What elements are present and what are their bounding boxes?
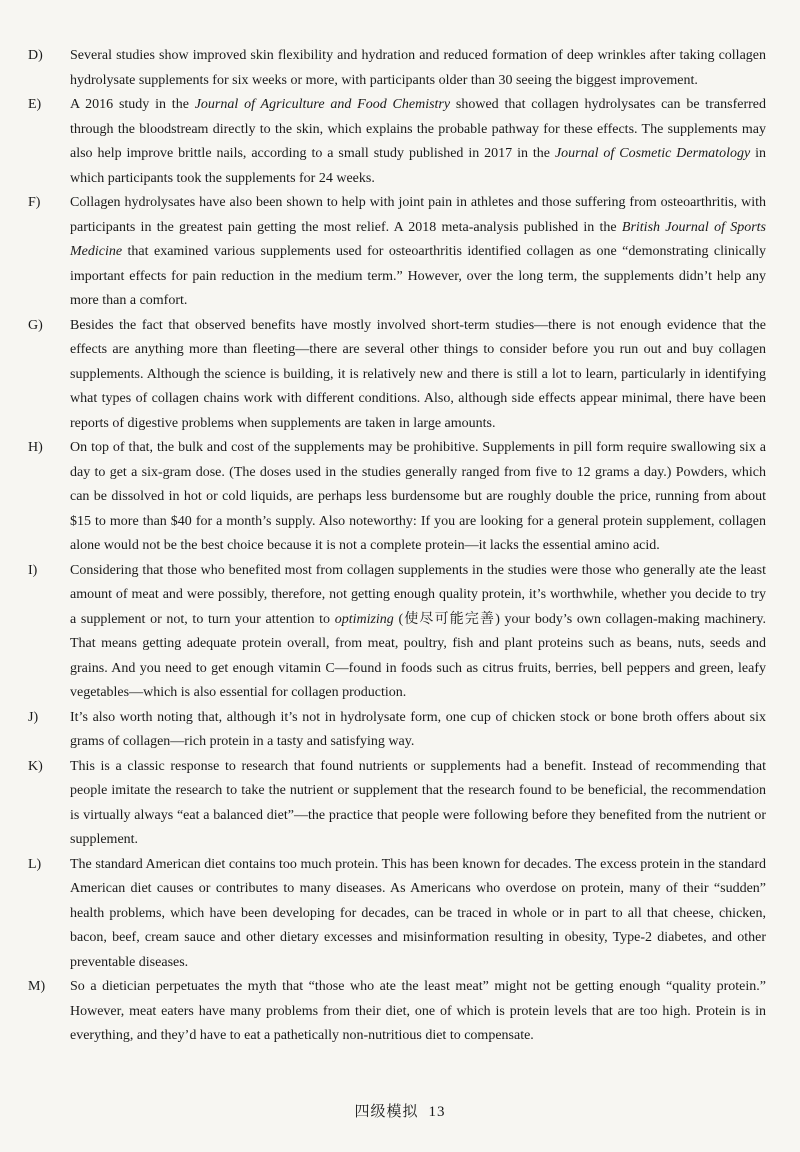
paragraph-label: J): [28, 709, 39, 725]
italic-title: British Journal of Sports Medicine: [70, 219, 766, 259]
footer-title: 四级模拟: [354, 1104, 419, 1120]
paragraph-label: H): [28, 440, 43, 455]
paragraph-label: M): [28, 979, 46, 994]
paragraph-text: [70, 853, 766, 976]
paragraph: [28, 755, 766, 853]
italic-title: Journal of Agriculture and Food Chemistry: [194, 97, 451, 112]
paragraph-label: D): [28, 48, 43, 63]
paragraph-text: [70, 559, 766, 706]
paragraph-label: L): [28, 856, 42, 872]
paragraph: [28, 559, 766, 706]
text-segment: Besides the fact that observed benefits have mostly involved short-term studies—there is not enough evidence that the effects are anything more than fleeting—there are several other things to consider before you run out and buy collagen supplements. Although the science is building, it is relatively new and there is still a lot to learn, particularly in identifying what types of collagen chains work with different conditions. Also, although side effects appear minimal, there have been reports of digestive problems when supplements are taken in large amounts.: [70, 317, 766, 431]
paragraph-label: F): [28, 195, 41, 210]
text-segment: showed that collagen hydrolysates can be transferred through the bloodstream directly to the skin, which explains the probable pathway for these effects. The supplements may also help improve brittle nails, according to a small study published in 2017 in the: [70, 97, 766, 161]
text-segment: The standard American diet contains too much protein. This has been known for decades. The excess protein in the standard American diet causes or contributes to many diseases. As Americans who overdose on protein, many of their “sudden” health problems, which have been developing for decades, can be traced in whole or in part to all that cheese, chicken, bacon, beef, cream sauce and other dietary excesses and misinformation resulting in obesity, Type-2 diabetes, and other preventable diseases.: [70, 856, 766, 970]
text-segment: Considering that those who benefited most from collagen supplements in the studies were those who generally ate the least amount of meat and were possibly, therefore, not getting enough quality protein, it’s worthwhile, whether you decide to try a supplement or not, to turn your attention to: [70, 562, 766, 627]
paragraph: [28, 853, 766, 976]
paragraph-label: K): [28, 758, 43, 774]
paragraph-text: [70, 191, 766, 314]
text-segment: Collagen hydrolysates have also been shown to help with joint pain in athletes and those suffering from osteoarthritis, with participants in the greatest pain getting the most relief. A 2018 meta-analysis published in the: [70, 195, 766, 235]
paragraph-label: G): [28, 317, 43, 333]
paragraph: [28, 706, 766, 755]
paragraph-text: [70, 93, 766, 191]
page-number: 13: [428, 1104, 446, 1120]
text-segment: in which participants took the supplements for 24 weeks.: [70, 146, 766, 186]
paragraph-text: [70, 44, 766, 93]
paragraph: [28, 314, 766, 437]
text-segment: that examined various supplements used for osteoarthritis identified collagen as one “demonstrating clinically important effects for pain reduction in the medium term.” However, over the long term, the supplements didn’t help any more than a comfort.: [70, 244, 766, 308]
paragraph-text: [70, 975, 766, 1049]
text-segment: It’s also worth noting that, although it’s not in hydrolysate form, one cup of chicken stock or bone broth offers about six grams of collagen—rich protein in a tasty and satisfying way.: [70, 709, 766, 749]
text-segment: This is a classic response to research that found nutrients or supplements had a benefit. Instead of recommending that people imitate the research to take the nutrient or supplement that the research found to be beneficial, the recommendation is virtually always “eat a balanced diet”—the practice that people were following before they benefited from the nutrient or supplement.: [70, 758, 766, 847]
text-segment: On top of that, the bulk and cost of the supplements may be prohibitive. Supplements in pill form require swallowing six a day to get a six-gram dose. (The doses used in the studies generally ranged from five to 12 grams a day.) Powders, which can be dissolved in hot or cold liquids, are perhaps less burdensome but are roughly double the price, running from about $15 to more than $40 for a month’s supply. Also noteworthy: If you are looking for a general protein supplement, collagen alone would not be the best choice because it is not a complete protein—it lacks the essential amino acid.: [70, 440, 766, 553]
paragraph: [28, 975, 766, 1049]
page-footer: [0, 1100, 800, 1121]
paragraph: [28, 93, 766, 191]
italic-title: optimizing: [334, 611, 394, 627]
passage-body: [28, 44, 766, 1049]
paragraph: [28, 191, 766, 314]
text-segment: A 2016 study in the: [70, 97, 195, 112]
paragraph-label: E): [28, 97, 42, 112]
text-segment: Several studies show improved skin flexibility and hydration and reduced formation of deep wrinkles after taking collagen hydrolysate supplements for six weeks or more, with participants older than 30 seeing the biggest improvement.: [70, 48, 766, 88]
paragraph: [28, 436, 766, 559]
text-segment: So a dietician perpetuates the myth that “those who ate the least meat” might not be getting enough “quality protein.” However, meat eaters have many problems from their diet, one of which is protein levels that are too high. Protein is in everything, and they’d have to eat a pathetically non-nutritious diet to compensate.: [70, 979, 766, 1043]
paragraph-text: [70, 706, 766, 755]
paragraph-text: [70, 314, 766, 437]
paragraph-label: I): [28, 562, 38, 578]
paragraph-text: [70, 436, 766, 559]
paragraph: [28, 44, 766, 93]
italic-title: Journal of Cosmetic Dermatology: [554, 146, 751, 161]
paragraph-text: [70, 755, 766, 853]
text-segment: (使尽可能完善) your body’s own collagen-making machinery. That means getting adequate protein overall, from meat, poultry, fish and plant proteins such as beans, nuts, seeds and grains. And you need to get enough vitamin C—found in foods such as citrus fruits, berries, bell peppers and green, leafy vegetables—which is also essential for collagen production.: [70, 611, 767, 700]
